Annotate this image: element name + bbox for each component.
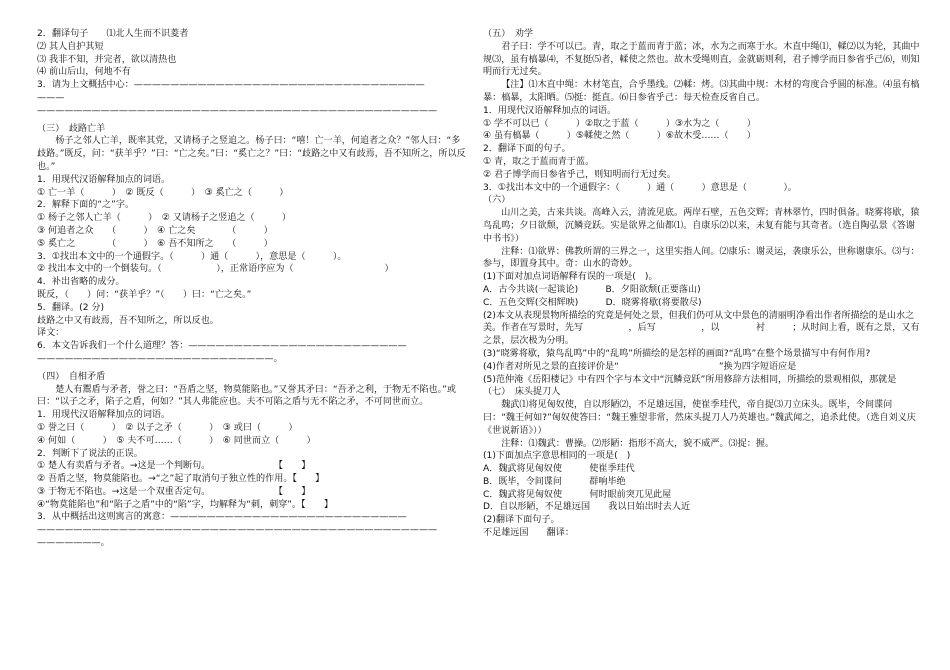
section-3-passage: 杨子之邻人亡羊，既率其党，又请杨子之竖追之。杨子曰：“嘻！亡一羊，何追者之众？”邻人曰：“多歧路。”既反，问：“获羊乎？”曰：“亡之矣。”曰：“奚亡之？”曰：“歧路之中又有歧焉，吾不知所之，所以反也。” (37, 136, 466, 172)
s4-question-2-item-1: ① 楚人有卖盾与矛者。→这是一个判断句。 【 】 (37, 461, 311, 472)
s4-question-1-row-2: ④ 何如（ ） ⑤ 夫不可……（ ） ⑥ 同世而立（ ） (37, 435, 316, 446)
answer-rule-line: ———————————————————————————————————————————— (37, 105, 438, 116)
s3-question-5: 5．翻译。(2 分) (37, 302, 105, 313)
section-6-passage: 山川之美，古来共谈。高峰入云，清流见底。两岸石壁，五色交辉；青林翠竹，四时俱备。晓雾将歇，猿鸟乱鸣；夕日欲颓，沉鳞竞跃。实是欲界之仙都⑴。自康乐⑵以来，未复有能与其奇者。（选自陶弘景《答谢中书书》） (483, 208, 920, 244)
s3-question-3a: 3．①找出本文中的一个通假字。（ ）通（ ），意思是（ ）。 (37, 251, 347, 262)
s5-question-1-row-1: ① 学不可以已（ ）②取之于蓝（ ）③水为之（ ） (483, 118, 756, 129)
s3-question-6-line-end: ——————————————————————————。 (37, 353, 283, 364)
s5-question-3: 3．①找出本文中的一个通假字：（ ）通（ ）意思是（ ）。 (483, 182, 798, 193)
s4-question-2-item-2: ② 吾盾之坚，物莫能陷也。→“之”起了取消句子独立性的作用。【 】 (37, 474, 325, 485)
s6-question-1-options-cd: C．五色交辉(交相辉映) D．晓雾将歇(将要散尽) (483, 297, 702, 308)
s3-question-6: 6．本文告诉我们一个什么道理？答：———————————————————————— (37, 341, 407, 352)
q2-item-3: ⑶ 我非不知，并完者，欲以清热也 (37, 54, 177, 65)
s3-question-1-items: ① 亡一羊（ ） ② 既反（ ） ③ 奚亡之（ ） (37, 187, 289, 198)
left-column (37, 28, 469, 550)
q3-summary-prompt: 3．请为上文概括中心：———————————————————————————————— (37, 80, 425, 91)
right-column (483, 28, 921, 540)
s3-question-1: 1．用现代汉语解释加点的词语。 (37, 174, 171, 185)
s4-question-3-line-end: ———————。 (37, 538, 110, 549)
s3-question-5-answer: 译文： (37, 328, 65, 339)
s6-question-4: (4)作者对所见之景的直接评价是“ ”换为四字短语应是 (483, 361, 797, 372)
s7-option-b: B．既毕，令间谍问 群响毕绝 (483, 476, 626, 487)
section-3-title: （三） 歧路亡羊 (37, 123, 106, 134)
s7-option-c: C．魏武将见匈奴使 何时眼前突兀见此屋 (483, 489, 672, 500)
q2-item-4: ⑷ 前山后山，何地不有 (37, 67, 131, 78)
s3-question-2-row-2: ③ 何追者之众 （ ） ④ 亡之矣 （ ） (37, 225, 273, 236)
section-6-notes: 注释：⑴欲界：佛教所谓的三界之一，这里实指人间。⑵康乐：谢灵运，袭康乐公，世称谢康乐。⑶与：参与，即置身其中。奇：山水的奇妙。 (483, 246, 920, 270)
q2-translate-heading: 2．翻译句子 ⑴北人生而不识菱者 (37, 29, 189, 39)
s4-question-1-row-1: ① 誉之曰（ ） ② 以子之矛（ ） ③ 或曰（ ） (37, 422, 298, 433)
section-4-passage: 楚人有鬻盾与矛者，誉之曰：“吾盾之坚，物莫能陷也。”又誉其矛曰：“吾矛之利，于物无不陷也。”或曰：“以子之矛，陷子之盾，何如？”其人弗能应也。夫不可陷之盾与无不陷之矛，不可同世而立。 (37, 384, 456, 408)
section-7-notes: 注释：⑴魏武：曹操。⑵形陋：指形不高大，貌不威严。⑶捉：握。 (501, 438, 775, 449)
s4-question-3-line: ———————————————————————————————————————————— (37, 525, 438, 536)
s3-question-2-row-1: ① 杨子之邻人亡羊（ ） ② 又请杨子之竖追之（ ） (37, 213, 291, 224)
q3-summary-line-end: ——— (37, 92, 65, 103)
section-5-title: （五） 劝学 (483, 29, 534, 39)
s3-question-4-text: 既反，（ ）问：“获羊乎？”（ ）曰：“亡之矣。” (37, 289, 252, 300)
s4-question-1: 1．用现代汉语解释加点的词语。 (37, 410, 171, 421)
s3-question-3b: ② 找出本文中的一个倒装句。（ ），正常语序应为（ ） (37, 264, 394, 275)
s3-question-2-row-3: ⑤ 奚亡之 （ ） ⑥ 吾不知所之 （ ） (37, 238, 273, 249)
s4-question-2-item-3: ③ 于物无不陷也。→这是一个双重否定句。 【 】 (37, 486, 311, 497)
s3-question-2: 2．解释下面的“之”字。 (37, 200, 135, 211)
section-5-passage: 君子曰：学不可以已。青，取之于蓝而青于蓝；冰，水为之而寒于水。木直中绳⑴，輮⑵以为轮，其曲中规⑶，虽有槁暴⑷，不复挺⑸者，輮使之然也。故木受绳则直，金就砺则利，君子博学而日参省乎己⑹，则知明而行无过矣。 (483, 41, 920, 78)
s7-question-1: (1)下面加点字意思相同的一项是( ) (483, 451, 631, 462)
s5-question-1-row-2: ④ 虽有槁暴（ ）⑤輮使之然（ ）⑥故木受……（ ） (483, 131, 756, 142)
s6-question-1: (1)下面对加点词语解释有误的一项是( )。 (483, 272, 658, 283)
s3-question-5-text: 歧路之中又有歧焉，吾不知所之，所以反也。 (37, 315, 219, 326)
s5-question-2: 2．翻译下面的句子。 (483, 144, 571, 155)
section-6-title: （六） (483, 195, 511, 206)
s6-question-1-options-ab: A．古今共谈(一起谈论) B．夕阳欲颓(正要落山) (483, 284, 701, 295)
s3-question-4: 4．补出省略的成分。 (37, 277, 125, 288)
s4-question-2-item-4: ④“物莫能陷也”和“陷子之盾”中的“陷”字，均解释为“刺，刺穿”。【 】 (37, 499, 333, 510)
q2-item-2: ⑵ 其人自护其短 (37, 41, 104, 52)
s4-question-2: 2．判断下了说法的正误。 (37, 448, 143, 459)
section-5-notes: 【注】⑴木直中绳：木材笔直，合乎墨线。⑵輮：烤。⑶其曲中规：木材的弯度合乎圆的标准。⑷虽有槁暴：槁暴，太阳晒。⑸挺：挺直。⑹日参省乎己：每天检查反省自己。 (483, 80, 920, 103)
section-7-passage: 魏武⑴将见匈奴使，自以形陋⑵，不足雄远国，使崔季珪代，帝自捉⑶刀立床头。既毕，令间谍问曰：“魏王何如?”匈奴使答曰：“魏王雅望非常，然床头捉刀人乃英雄也。”魏武闻之，追杀此使。（选自刘义庆《世说新语》）） (483, 400, 916, 436)
section-4-title: （四） 自相矛盾 (37, 371, 106, 382)
s5-question-2-item-2: ② 君子博学而日参省乎己，则知明而行无过矣。 (483, 169, 676, 180)
s5-question-1: 1．用现代汉语解释加点的词语。 (483, 105, 617, 116)
s6-question-2: (2)本文从表现景物所描绘的究竟是何处之景，但我们仍可从文中景色的清丽明净看出作者所描绘的是山水之美。作者在写景时，先写 ，后写 ，以 衬 ；从时间上看，既有之景，又有 之景，层次极为分明。 (483, 310, 920, 347)
s5-question-2-item-1: ① 青，取之于蓝而青于蓝。 (483, 156, 595, 167)
s6-question-5: (5)范仲淹《岳阳楼记》中有四个字与本文中“沉鳞竞跃”所用修辞方法相同，所描绘的景观相似，那就是 (483, 374, 897, 385)
s7-question-2-item: 不足雄远国 翻译： (483, 528, 574, 539)
s7-option-a: A．魏武将见匈奴使 使崔季珪代 (483, 464, 635, 475)
section-7-title: （七） 床头捉刀人 (483, 387, 561, 398)
s7-question-2: (2)翻译下面句子。 (483, 515, 560, 526)
s7-option-d: D．自以形陋，不足雄远国 我以日始出时去人近 (483, 502, 691, 513)
s4-question-3: 3．从中概括出这则寓言的寓意：—————————————————————————— (37, 512, 407, 523)
s6-question-3: (3)“晓雾将歇，猿鸟乱鸣”中的“乱鸣”所描绘的是怎样的画面?“乱鸣”在整个场景描写中有何作用? (483, 348, 871, 359)
